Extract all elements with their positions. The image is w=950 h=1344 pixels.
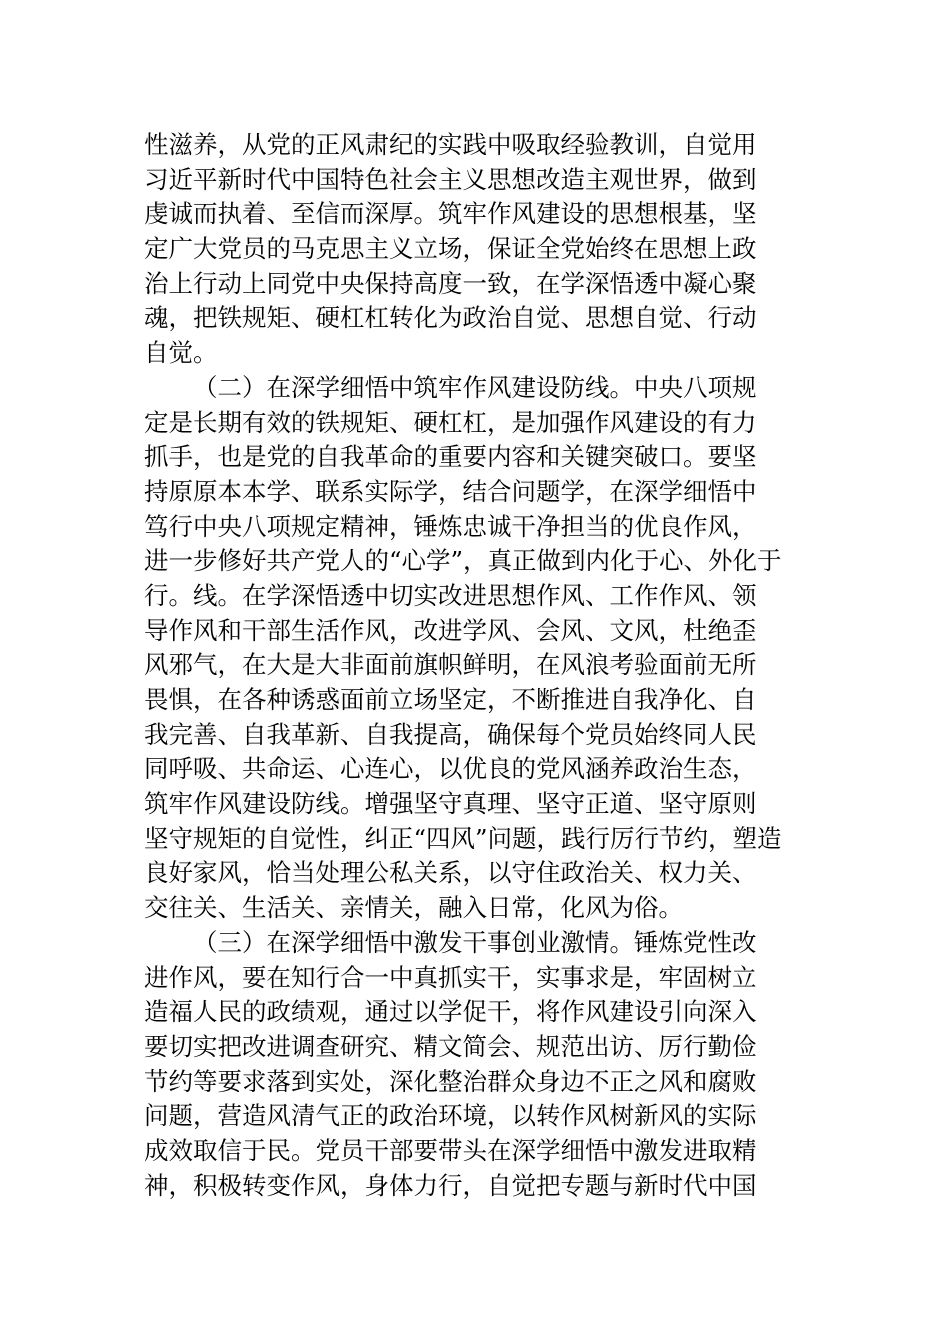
body-text <box>144 128 809 1203</box>
text-line: 同呼吸、共命运、心连心，以优良的党风涵养政治生态， <box>144 754 757 784</box>
text-line: 进作风，要在知行合一中真抓实干，实事求是，牢固树立 <box>144 962 757 992</box>
text-line: 笃行中央八项规定精神，锤炼忠诚干净担当的优良作风， <box>144 511 757 541</box>
paragraph-start-line: （二）在深学细悟中筑牢作风建设防线。中央八项规 <box>193 372 757 402</box>
text-line: 我完善、自我革新、自我提高，确保每个党员始终同人民 <box>144 719 757 749</box>
text-line: 导作风和干部生活作风，改进学风、会风、文风，杜绝歪 <box>144 615 757 645</box>
text-line: 进一步修好共产党人的“心学”，真正做到内化于心、外化于 <box>144 546 782 576</box>
text-line: 持原原本本学、联系实际学，结合问题学，在深学细悟中 <box>144 476 757 506</box>
text-line: 性滋养，从党的正风肃纪的实践中吸取经验教训，自觉用 <box>144 130 757 159</box>
text-line: 自觉。 <box>144 338 218 368</box>
text-line: 交往关、生活关、亲情关，融入日常，化风为俗。 <box>144 893 683 923</box>
text-line: 习近平新时代中国特色社会主义思想改造主观世界，做到 <box>144 164 757 194</box>
text-line: 要切实把改进调查研究、精文简会、规范出访、厉行勤俭 <box>144 1031 757 1061</box>
text-line: 问题，营造风清气正的政治环境，以转作风树新风的实际 <box>144 1101 757 1131</box>
text-line: 造福人民的政绩观，通过以学促干，将作风建设引向深入 <box>144 997 757 1027</box>
text-line: 抓手，也是党的自我革命的重要内容和关键突破口。要坚 <box>144 442 757 472</box>
text-line: 良好家风，恰当处理公私关系，以守住政治关、权力关、 <box>144 858 757 888</box>
text-line: 治上行动上同党中央保持高度一致，在学深悟透中凝心聚 <box>144 268 757 298</box>
text-line: 行。线。在学深悟透中切实改进思想作风、工作作风、领 <box>144 580 757 610</box>
text-line: 定广大党员的马克思主义立场，保证全党始终在思想上政 <box>144 234 757 264</box>
text-line: 神，积极转变作风，身体力行，自觉把专题与新时代中国 <box>144 1170 757 1200</box>
text-line: 节约等要求落到实处，深化整治群众身边不正之风和腐败 <box>144 1066 757 1096</box>
text-line: 虔诚而执着、至信而深厚。筑牢作风建设的思想根基，坚 <box>144 199 757 229</box>
text-line: 定是长期有效的铁规矩、硬杠杠，是加强作风建设的有力 <box>144 407 757 437</box>
text-line: 魂，把铁规矩、硬杠杠转化为政治自觉、思想自觉、行动 <box>144 303 757 333</box>
paragraph-start-line: （三）在深学细悟中激发干事创业激情。锤炼党性改 <box>193 927 757 957</box>
text-line: 畏惧，在各种诱惑面前立场坚定，不断推进自我净化、自 <box>144 685 757 714</box>
text-line: 筑牢作风建设防线。增强坚守真理、坚守正道、坚守原则 <box>144 789 757 819</box>
text-line: 成效取信于民。党员干部要带头在深学细悟中激发进取精 <box>144 1135 757 1165</box>
text-line: 风邪气，在大是大非面前旗帜鲜明，在风浪考验面前无所 <box>144 650 757 680</box>
text-line: 坚守规矩的自觉性，纠正“四风”问题，践行厉行节约，塑造 <box>144 823 782 853</box>
